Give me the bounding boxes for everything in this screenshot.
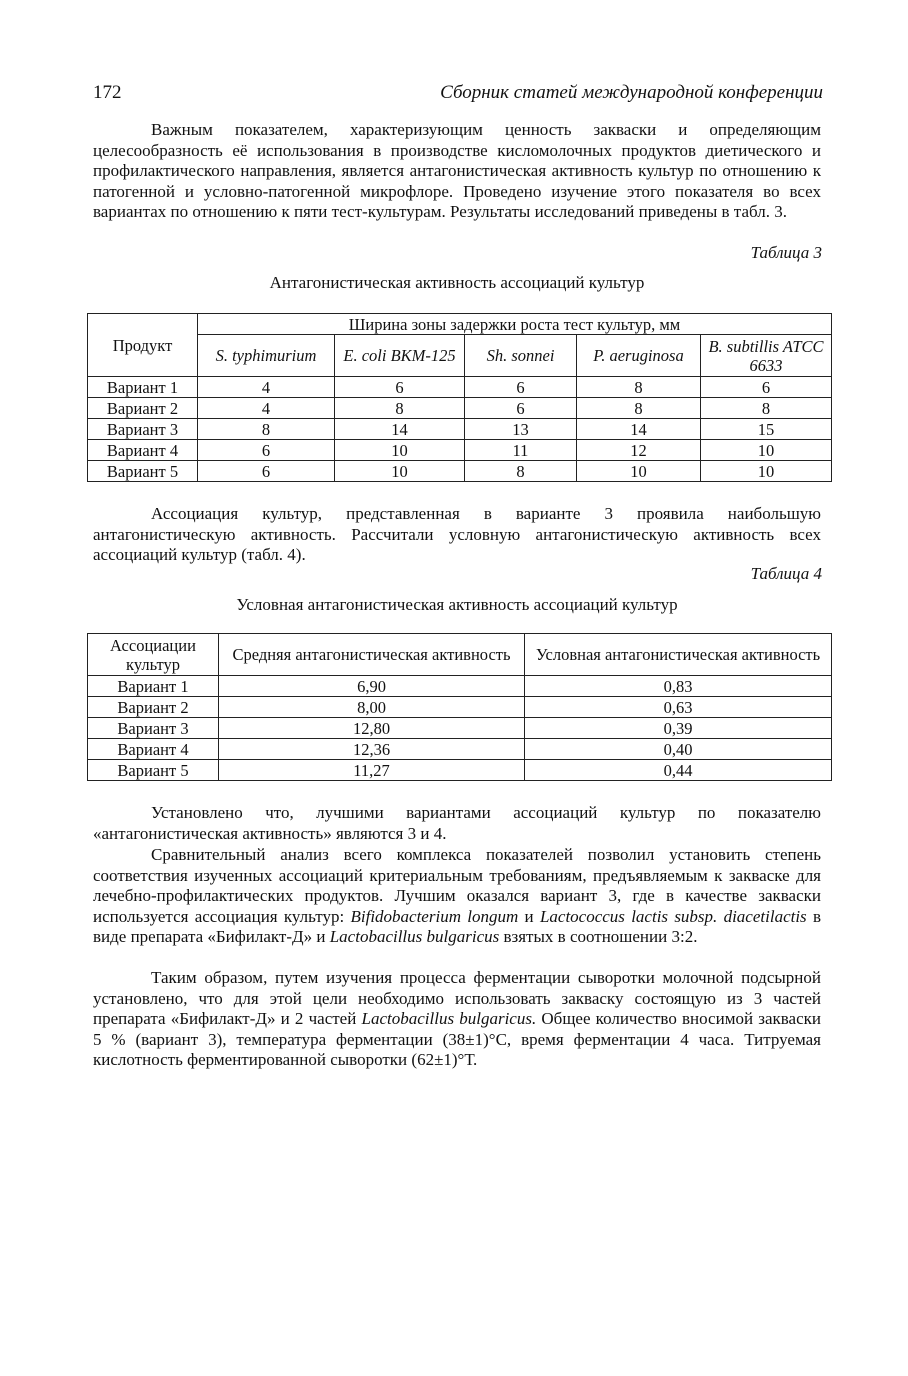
table4-header: Ассоциации культур	[88, 634, 219, 676]
table-row	[88, 419, 832, 440]
table3-group-header: Ширина зоны задержки роста тест культур, мм	[198, 314, 832, 335]
page-header	[93, 82, 823, 108]
row-label: Вариант 1	[88, 676, 219, 697]
table-cell: 15	[701, 419, 832, 440]
paragraph-analysis	[93, 845, 821, 948]
table-cell: 13	[465, 419, 577, 440]
table-cell: 6	[198, 440, 335, 461]
table-cell: 0,40	[525, 739, 832, 760]
text-run: в виде препарата «Бифилакт-Д» и	[93, 906, 822, 947]
table-row	[88, 760, 832, 781]
table3-col-header: E. coli ВКМ-125	[335, 335, 465, 377]
table-cell: 8	[577, 377, 701, 398]
table-cell: 12,80	[219, 718, 525, 739]
table-row	[88, 676, 832, 697]
row-label: Вариант 4	[88, 739, 219, 760]
paragraph-association: Ассоциация культур, представленная в варианте 3 проявила наибольшую антагонистическую активность. Рассчитали условную антагонистическую активность всех ассоциаций культур (табл. 4).	[93, 504, 821, 565]
table4-label: Таблица 4	[750, 564, 822, 583]
species-name: Lactobacillus bulgaricus.	[361, 1009, 537, 1029]
row-label: Вариант 4	[88, 440, 198, 461]
row-label: Вариант 2	[88, 697, 219, 718]
page-number: 172	[93, 82, 122, 103]
table-cell: 10	[701, 461, 832, 482]
table-cell: 10	[335, 440, 465, 461]
table4-header: Условная антагонистическая активность	[525, 634, 832, 676]
table-row	[88, 461, 832, 482]
table-cell: 8	[198, 419, 335, 440]
table-cell: 11,27	[219, 760, 525, 781]
text-run: взятых в соотношении 3:2.	[499, 927, 698, 947]
table3-label: Таблица 3	[750, 243, 822, 262]
table-row	[88, 377, 832, 398]
paragraph-summary	[93, 968, 821, 1071]
row-label: Вариант 2	[88, 398, 198, 419]
table-cell: 11	[465, 440, 577, 461]
row-label: Вариант 5	[88, 760, 219, 781]
table-row	[88, 440, 832, 461]
running-title: Сборник статей международной конференции	[440, 82, 823, 103]
table-row	[88, 697, 832, 718]
row-label: Вариант 3	[88, 718, 219, 739]
table-cell: 8,00	[219, 697, 525, 718]
table3-caption: Антагонистическая активность ассоциаций культур	[269, 273, 645, 292]
species-name: Lactococcus lactis subsp. diacetilactis	[539, 906, 807, 926]
table-cell: 12,36	[219, 739, 525, 760]
row-label: Вариант 1	[88, 377, 198, 398]
table-cell: 0,83	[525, 676, 832, 697]
table3-col-header: S. typhimurium	[198, 335, 335, 377]
table3	[87, 313, 832, 482]
species-name: Lactobacillus bulgaricus	[329, 927, 500, 947]
table-cell: 10	[335, 461, 465, 482]
table-cell: 8	[335, 398, 465, 419]
table-row	[88, 718, 832, 739]
table3-col-header: B. subtillis ATCC 6633	[701, 335, 832, 377]
row-label: Вариант 5	[88, 461, 198, 482]
table3-col-header: Sh. sonnei	[465, 335, 577, 377]
table-cell: 8	[701, 398, 832, 419]
table-cell: 10	[701, 440, 832, 461]
table3-header-product: Продукт	[88, 314, 198, 377]
table-cell: 0,44	[525, 760, 832, 781]
table-row	[88, 398, 832, 419]
table3-col-header: P. aeruginosa	[577, 335, 701, 377]
paragraph-conclusion: Установлено что, лучшими вариантами ассоциаций культур по показателю «антагонистическая активность» являются 3 и 4.	[93, 803, 821, 843]
table-cell: 8	[465, 461, 577, 482]
row-label: Вариант 3	[88, 419, 198, 440]
table-cell: 6	[198, 461, 335, 482]
species-name: Bifidobacterium longum	[350, 906, 519, 926]
table-cell: 12	[577, 440, 701, 461]
table-cell: 14	[577, 419, 701, 440]
text-run: Сравнительный анализ всего комплекса показателей позволил установить степень соответствия изученных ассоциаций критериальным требованиям, предъявляемым к закваске для лечебно-профилактических продуктов. Лучшим оказался вариант 3, где в качестве закваски используется ассоциация культур:	[93, 845, 821, 926]
table-cell: 6	[465, 398, 577, 419]
table4	[87, 633, 832, 781]
table-cell: 6	[465, 377, 577, 398]
table-cell: 8	[577, 398, 701, 419]
text-run: Общее количество вносимой закваски 5 % (вариант 3), температура ферментации (38±1)°С, время ферментации 4 часа. Титруемая кислотность ферментированной сыворотки (62±1)°Т.	[93, 1009, 822, 1070]
table-cell: 14	[335, 419, 465, 440]
table-cell: 6	[701, 377, 832, 398]
table-cell: 4	[198, 377, 335, 398]
table-cell: 0,39	[525, 718, 832, 739]
paragraph-intro: Важным показателем, характеризующим ценность закваски и определяющим целесообразность её использования в производстве кисломолочных продуктов диетического и профилактического направления, является антагонистическая активность культур по отношению к патогенной и условно-патогенной микрофлоре. Проведено изучение этого показателя во всех вариантах по отношению к пяти тест-культурам. Результаты исследований приведены в табл. 3.	[93, 120, 821, 222]
table-cell: 6	[335, 377, 465, 398]
table-cell: 4	[198, 398, 335, 419]
text-run: Таким образом, путем изучения процесса ферментации сыворотки молочной подсырной установлено, что для этой цели необходимо использовать закваску состоящую из 3 частей препарата «Бифилакт-Д» и 2 частей	[93, 968, 821, 1029]
table-cell: 0,63	[525, 697, 832, 718]
table-row	[88, 739, 832, 760]
text-run: и	[518, 906, 540, 926]
table-cell: 10	[577, 461, 701, 482]
table-cell: 6,90	[219, 676, 525, 697]
table4-header: Средняя антагонистическая активность	[219, 634, 525, 676]
table4-caption: Условная антагонистическая активность ассоциаций культур	[236, 595, 678, 614]
